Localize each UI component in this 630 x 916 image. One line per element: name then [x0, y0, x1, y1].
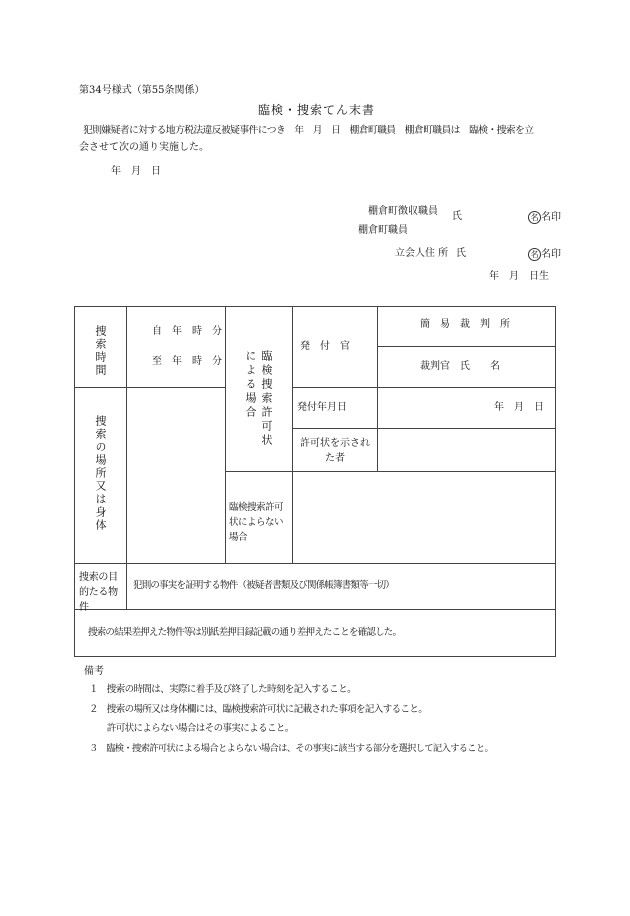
search-target-header: 捜索の目的たる物件: [79, 572, 118, 613]
body-text-line-2: 会させて次の通り実施した。: [79, 142, 209, 153]
report-date: 年 月 日: [111, 166, 161, 177]
note-item: 許可状によらない場合はその事実によること。: [89, 723, 294, 734]
witness-birth-date: 年 月 日生: [489, 271, 549, 282]
notes-heading: 備考: [84, 666, 104, 677]
official-role-2: 棚倉町職員: [358, 225, 408, 236]
note-item: ２ 捜索の場所又は身体欄には、臨検捜索許可状に記載された事項を記入すること。: [89, 704, 428, 715]
no-warrant-case-label: 臨検捜索許可状によらない場合: [229, 502, 284, 543]
official-seal-1: 名 名印: [528, 211, 561, 224]
note-item: ３ 臨検・捜索許可状による場合とよらない場合は、その事実に該当する部分を選択して記入すること。: [89, 743, 494, 754]
search-record-table: [74, 306, 556, 657]
body-text-line-1: 犯則嫌疑者に対する地方税法違反被疑事件につき 年 月 日 棚倉町職員 棚倉町職員は 臨検・捜索を立: [83, 125, 534, 136]
warrant-case-header: 臨検捜索許可状による場合: [244, 350, 273, 448]
search-result-note: 捜索の結果差押えた物件等は別紙差押目録記載の通り差押えたことを確認した。: [88, 627, 402, 638]
warrant-presented-label: 許可状を示された者: [300, 438, 370, 464]
form-number: 第34号様式（第55条関係）: [79, 85, 205, 96]
note-item: １ 捜索の時間は、実際に着手及び終了した時刻を記入すること。: [89, 684, 357, 695]
search-time-header: 捜索時間: [94, 325, 107, 377]
seal-circle-icon: 名: [528, 248, 541, 261]
seal-circle-icon: 名: [528, 211, 541, 224]
judge-name-label: 裁判官 氏 名: [420, 361, 500, 372]
issuing-court: 簡 易 裁 判 所: [420, 319, 510, 330]
document-title: 臨検・捜索てん末書: [258, 103, 376, 117]
search-time-to: 至 年 時 分: [152, 356, 222, 367]
witness-name-label: 氏: [456, 248, 466, 259]
witness-seal: 名 名印: [528, 248, 561, 261]
issue-date-value: 年 月 日: [494, 402, 544, 413]
issuer-label: 発 付 官: [300, 341, 350, 352]
issue-date-label: 発付年月日: [297, 402, 347, 413]
search-time-from: 自 年 時 分: [152, 326, 222, 337]
official-name-label: 氏: [452, 211, 462, 222]
search-place-header: 捜索の場所又は身体: [94, 415, 107, 532]
search-target-value: 犯則の事実を証明する物件（被疑者書類及び関係帳簿書類等一切）: [133, 580, 395, 591]
official-role-1: 棚倉町徴収職員: [368, 206, 438, 217]
witness-address-label: 立会人住 所: [395, 248, 449, 259]
